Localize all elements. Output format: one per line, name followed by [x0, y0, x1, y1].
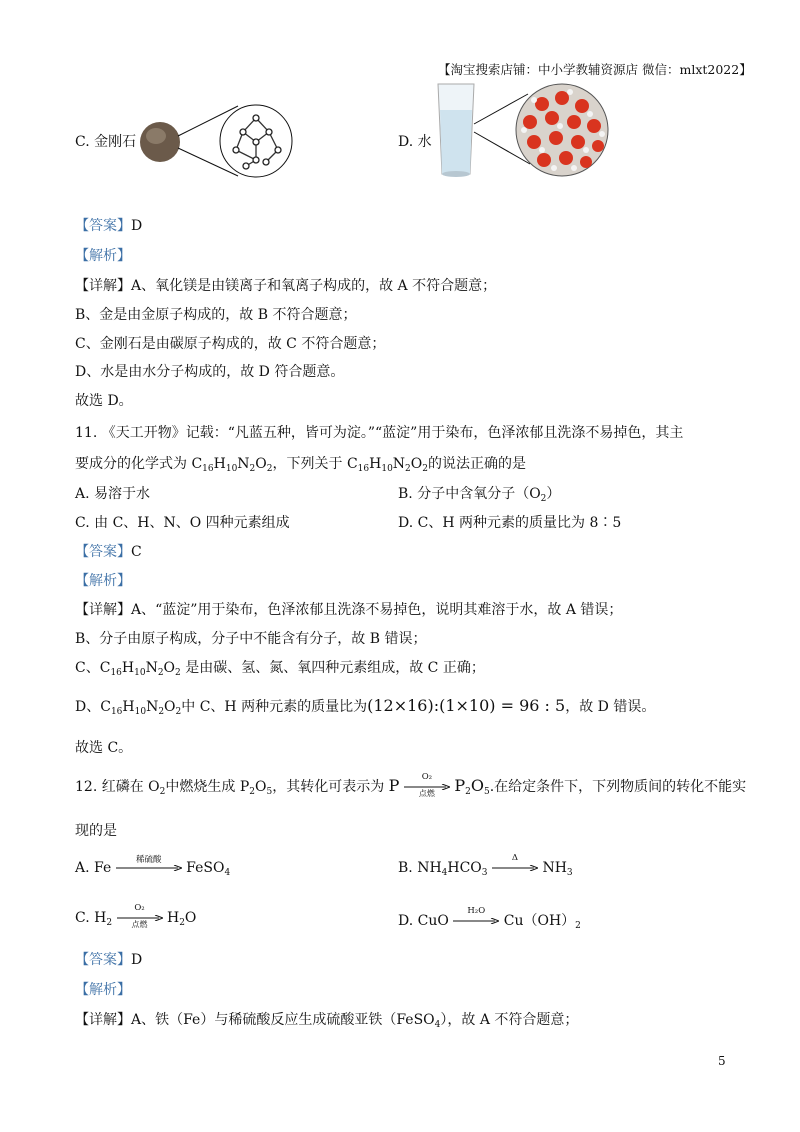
arrow-condition-top: O₂ [421, 772, 433, 782]
q12-analysis-tag: 【解析】 [75, 982, 131, 998]
q10-detail-a-text: A、氧化镁是由镁离子和氧离子构成的，故 A 不符合题意； [131, 278, 497, 294]
q12-stem-pre: 12. 红磷在 O [75, 779, 160, 795]
q11-option-b: B. 分子中含氧分子$(O_2)$ [398, 486, 561, 504]
diamond-illustration [138, 100, 298, 180]
q10-answer: D [131, 218, 143, 234]
q11-detail-d-end: ，故 D 错误。 [565, 699, 656, 715]
q12-option-c-right: H [166, 910, 180, 926]
q10-conclusion: 故选 D。 [75, 393, 133, 409]
page-number: 5 [718, 1054, 726, 1068]
q11-analysis-tag: 【解析】 [75, 573, 131, 589]
q11-detail-a [75, 599, 622, 619]
q12-option-a: A. Fe 稀硫酸 FeSO$_4$ [75, 855, 231, 878]
q12-detail-a: 【详解】A、铁（Fe）与稀硫酸反应生成硫酸亚铁（FeSO$_4$），故 A 不符合题意； [75, 1012, 579, 1030]
q10-analysis-tag: 【解析】 [75, 248, 131, 264]
q12-answer: D [131, 952, 143, 968]
q10-detail-a [75, 275, 496, 295]
arrow-condition-bottom: 点燃 [418, 789, 435, 798]
q12-stem-line1: 12. 红磷在 $O_2$中燃烧生成 $P_2O_5$，其转化可表示为 P O₂ 点燃 $P_2O_5$.在给定条件下，下列物质间的转化不能实 [75, 772, 747, 798]
arrow-condition-top: 稀硫酸 [135, 855, 162, 865]
q11-detail-c-text: 是由碳、氢、氮、氧四种元素组成，故 C 正确； [185, 660, 485, 676]
q11-option-a: A. 易溶于水 [75, 486, 151, 502]
q10-option-c: C. 金刚石 [75, 134, 137, 150]
q11-stem-line1: 11. 《天工开物》记载：“凡蓝五种，皆可为淀。”“蓝淀”用于染布，色泽浓郁且洗涤不易掉色，其主 [75, 425, 684, 441]
answer-tag: 【答案】 [75, 544, 131, 560]
q12-stem-post: ，其转化可表示为 [272, 779, 385, 795]
q11-stem-line2: 要成分的化学式为 $C_{16}H_{10}N_2O_2$，下列关于 $C_{16}H_{10}N_2O_2$的说法正确的是 [75, 456, 526, 474]
answer-tag: 【答案】 [75, 218, 131, 234]
q11-detail-d: D、$C_{16}H_{10}N_2O_2$中 C、H 两种元素的质量比为(12×16):(1×10) = 96 : 5，故 D 错误。 [75, 696, 656, 717]
q11-option-b-end: ） [546, 486, 561, 502]
q12-option-a-right: FeSO [186, 860, 225, 876]
q11-detail-d-text: 中 C、H 两种元素的质量比为 [181, 699, 368, 715]
water-illustration [434, 80, 624, 180]
arrow-condition-top: Δ [511, 853, 519, 863]
q12-stem-tail: .在给定条件下，下列物质间的转化不能实 [489, 779, 747, 795]
reaction-arrow [116, 855, 182, 871]
answer-tag: 【答案】 [75, 952, 131, 968]
q11-option-d: D. C、H 两种元素的质量比为 8∶5 [398, 515, 622, 531]
q12-option-d-left: D. CuO [398, 913, 449, 929]
q12-option-b-left: B. NH [398, 860, 442, 876]
reaction-arrow [404, 772, 450, 798]
q11-stem2-mid: ，下列关于 C [272, 456, 358, 472]
q10-option-d: D. 水 [398, 134, 432, 150]
q12-answer-line [75, 949, 142, 969]
q10-detail-b: B、金是由金原子构成的，故 B 不符合题意； [75, 307, 357, 323]
q10-answer-line [75, 215, 142, 235]
q11-option-b-text: B. 分子中含氧分子（O [398, 486, 541, 502]
q12-option-a-left: A. Fe [75, 860, 112, 876]
q12-option-c-left: C. H [75, 910, 107, 926]
q12-detail-a-end: ），故 A 不符合题意； [440, 1012, 579, 1028]
q12-detail-a-text: A、铁（Fe）与稀硫酸反应生成硫酸亚铁（FeSO [131, 1012, 435, 1028]
q11-conclusion: 故选 C。 [75, 740, 133, 756]
q10-detail-c: C、金刚石是由碳原子构成的，故 C 不符合题意； [75, 336, 386, 352]
detail-tag: 【详解】 [75, 1012, 131, 1028]
page-header: 【淘宝搜索店铺：中小学教辅资源店 微信：mlxt2022】 [438, 62, 752, 77]
arrow-condition-top: H₂O [467, 906, 486, 916]
reaction-arrow [453, 906, 499, 924]
q12-stem-mid: 中燃烧生成 P [165, 779, 250, 795]
q11-answer: C [131, 544, 142, 560]
q11-answer-line [75, 541, 142, 561]
q10-detail-d: D、水是由水分子构成的，故 D 符合题意。 [75, 364, 345, 380]
arrow-condition-top: O₂ [134, 903, 145, 913]
q11-stem2-pre: 要成分的化学式为 C [75, 456, 203, 472]
arrow-condition-bottom: 点燃 [131, 920, 148, 929]
reaction-arrow [117, 903, 163, 929]
reaction-arrow [492, 853, 538, 871]
q11-option-c: C. 由 C、H、N、O 四种元素组成 [75, 515, 290, 531]
q12-option-b-right: NH [542, 860, 567, 876]
q11-detail-c: C、$C_{16}H_{10}N_2O_2$ 是由碳、氢、氮、氧四种元素组成，故 C 正确； [75, 660, 485, 678]
q12-option-d: D. CuO H₂O $Cu(OH)_2$ [398, 906, 581, 931]
q12-stem-line2: 现的是 [75, 823, 117, 839]
q12-option-d-right: Cu（OH） [503, 913, 576, 929]
q11-stem2-post: 的说法正确的是 [428, 456, 526, 472]
q11-detail-b: B、分子由原子构成，分子中不能含有分子，故 B 错误； [75, 631, 427, 647]
q12-option-b: B. $NH_4HCO_3$ Δ $NH_3$ [398, 853, 573, 878]
detail-tag: 【详解】 [75, 602, 131, 618]
mass-ratio-formula: (12×16):(1×10) = 96 : 5 [367, 696, 566, 715]
q11-detail-a-text: A、“蓝淀”用于染布，色泽浓郁且洗涤不易掉色，说明其难溶于水，故 A 错误； [131, 602, 623, 618]
q12-option-c: C. $H_2$ O₂ 点燃 $H_2O$ [75, 903, 197, 929]
detail-tag: 【详解】 [75, 278, 131, 294]
